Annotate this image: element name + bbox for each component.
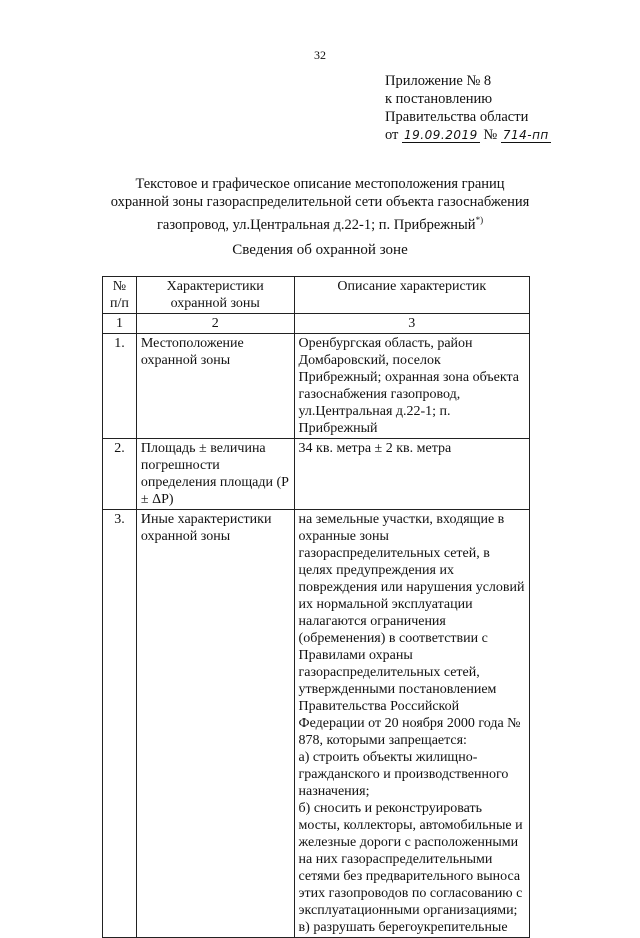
- header-number: № п/п: [103, 277, 137, 314]
- table-row: [103, 439, 530, 510]
- title-line-1: Текстовое и графическое описание местоположения границ: [135, 176, 505, 192]
- appendix-government: Правительства области: [385, 109, 529, 125]
- row-description: [294, 439, 529, 510]
- description-paragraph: в) разрушать берегоукрепительные: [298, 920, 508, 935]
- header-description: Описание характеристик: [294, 277, 529, 314]
- column-number: 2: [136, 314, 294, 334]
- row-characteristic: Местоположение охранной зоны: [136, 334, 294, 439]
- row-number: 3.: [103, 510, 137, 938]
- table-row: [103, 510, 530, 938]
- footnote-mark: *): [475, 215, 484, 225]
- title-line-3-text: газопровод, ул.Центральная д.22-1; п. Прибрежный: [156, 216, 476, 233]
- date-prefix: от: [385, 127, 399, 143]
- description-paragraph: Оренбургская область, район Домбаровский, поселок Прибрежный; охранная зона объекта газоснабжения газопровод, ул.Центральная д.22-1; п. Прибрежный: [298, 336, 519, 436]
- column-number: 3: [294, 314, 529, 334]
- table-header-row: [103, 277, 530, 314]
- appendix-date-line: [385, 126, 551, 144]
- description-paragraph: 34 кв. метра ± 2 кв. метра: [298, 441, 452, 456]
- document-title: [100, 175, 540, 234]
- appendix-header: [385, 72, 551, 144]
- description-paragraph: б) сносить и реконструировать мосты, коллекторы, автомобильные и железные дороги с расположенными на них газораспределительными сетями без предварительного выноса этих газопроводов по согласованию с эксплуатационными организациями;: [298, 801, 523, 918]
- title-line-3: [100, 211, 540, 234]
- handwritten-number: 714-пп: [502, 128, 549, 142]
- header-characteristics: Характеристики охранной зоны: [136, 277, 294, 314]
- description-paragraph: на земельные участки, входящие в охранные зоны газораспределительных сетей, в целях предупреждения их повреждения или нарушения условий их нормальной эксплуатации налагаются ограничения (обременения) в соответствии с Правилами охраны газораспределительных сетей, утвержденными постановлением Правительства Российской Федерации от 20 ноября 2000 года № 878, которыми запрещается:: [298, 512, 525, 748]
- appendix-resolution: к постановлению: [385, 91, 493, 107]
- column-number-row: [103, 314, 530, 334]
- column-number: 1: [103, 314, 137, 334]
- section-title: Сведения об охранной зоне: [232, 242, 408, 258]
- title-line-2: охранной зоны газораспределительной сети объекта газоснабжения: [110, 194, 530, 210]
- row-number: 1.: [103, 334, 137, 439]
- protection-zone-table: [102, 276, 530, 938]
- handwritten-date: 19.09.2019: [404, 128, 478, 142]
- page-number: 32: [314, 48, 326, 62]
- row-characteristic: Иные характеристики охранной зоны: [136, 510, 294, 938]
- row-description: [294, 510, 529, 938]
- row-characteristic: Площадь ± величина погрешности определения площади (P ± ΔP): [136, 439, 294, 510]
- number-prefix: №: [483, 127, 498, 143]
- row-number: 2.: [103, 439, 137, 510]
- table-row: [103, 334, 530, 439]
- row-description: [294, 334, 529, 439]
- appendix-title: Приложение № 8: [385, 73, 492, 89]
- description-paragraph: а) строить объекты жилищно-гражданского и производственного назначения;: [298, 750, 509, 799]
